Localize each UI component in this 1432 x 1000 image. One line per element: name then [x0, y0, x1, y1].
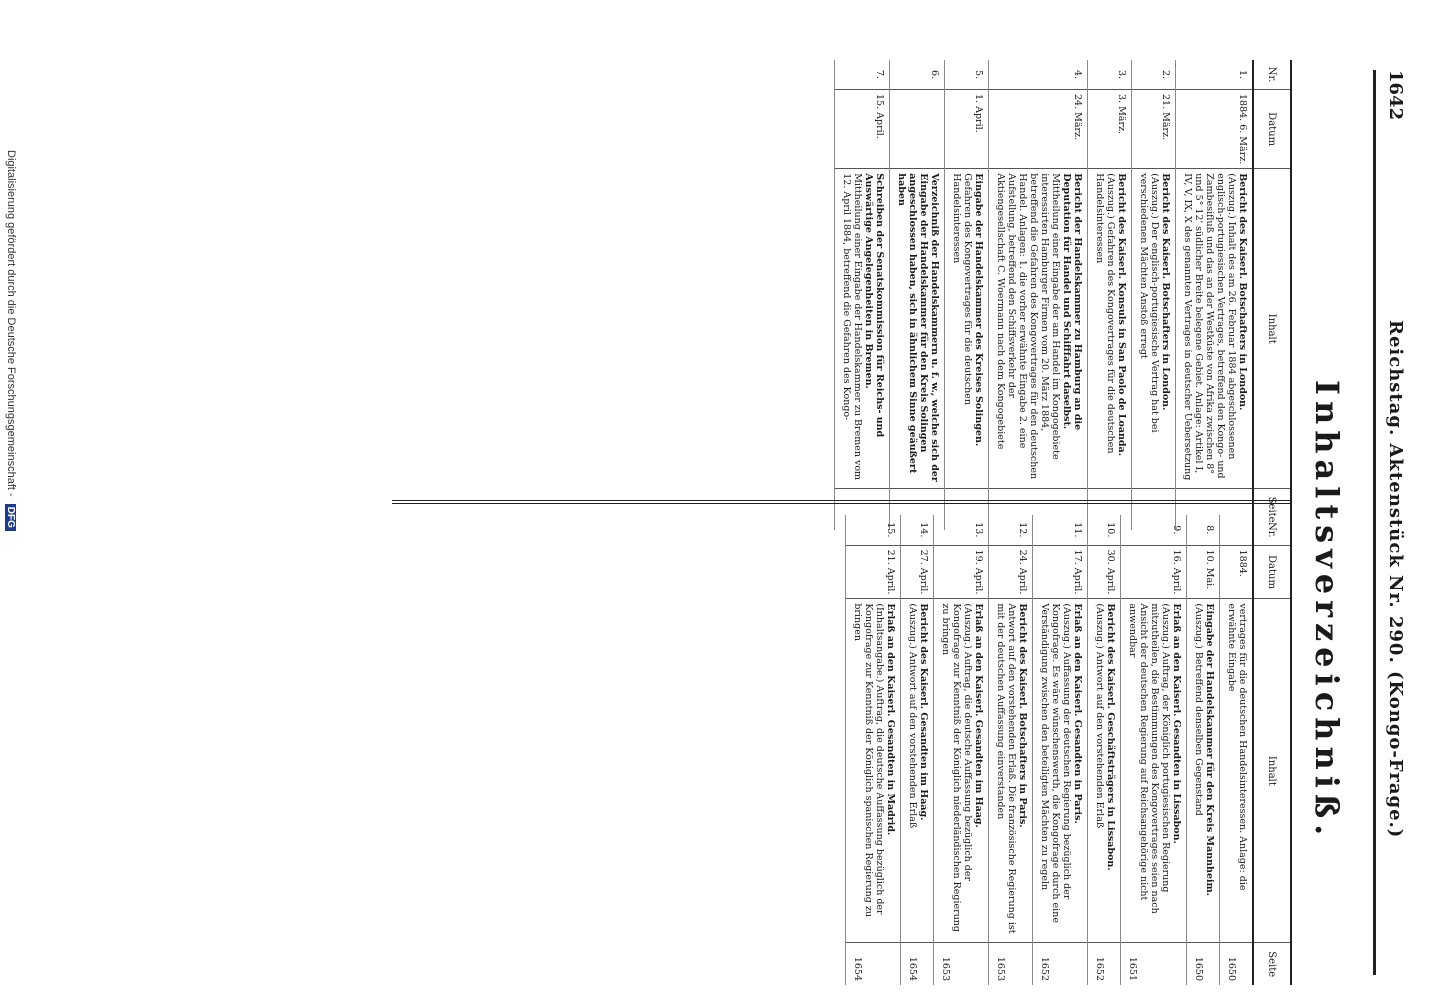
header-seite: Seite: [1253, 943, 1291, 985]
table-row: [1132, 60, 1176, 530]
table-row: [890, 60, 945, 530]
entry-description: (Auszug.) Antwort auf den vorstehenden Erlaß: [907, 603, 918, 829]
entry-description: (Auszug.) Auftrag, der Königlich portugiesischen Regierung mitzutheilen, die Bestimmungen des Kongovertrages seien nach Ansicht der deutschen Regierung auf Reichsangehörige nicht anwendbar: [1127, 603, 1171, 914]
entry-description: (Auszug.) Auffassung der deutschen Regierung bezüglich der Kongofrage. Es wäre wünschenswerth, die Kongofrage durch eine Verständigung zwischen den beteiligten Mächten zu regeln: [1039, 603, 1072, 923]
entry-number: 3.: [1088, 60, 1132, 90]
table-row: [1033, 515, 1088, 985]
entry-content: [1088, 169, 1132, 489]
entry-number: 9.: [1121, 515, 1187, 545]
entry-description: Mittheilung einer Eingabe der Handelskammer zu Bremen vom 12. April 1884, betreffend die Gefahren des Kongo-: [841, 173, 863, 481]
entry-heading: Eingabe der Handelskammer des Kreises Solingen.: [973, 173, 984, 447]
entry-page: 1653: [934, 943, 989, 985]
dfg-logo: DFG: [5, 504, 16, 531]
entry-number: 15.: [846, 515, 901, 545]
entry-page: 1654: [846, 943, 901, 985]
column-divider: [392, 500, 1292, 504]
entry-number: 8.: [1187, 515, 1220, 545]
entry-heading: Erlaß an den Kaiserl. Gesandten im Haag.: [973, 603, 984, 828]
entry-content: [1121, 599, 1187, 943]
entry-date: 24. März.: [989, 90, 1088, 169]
entry-content: [989, 599, 1033, 943]
table-row: [1088, 60, 1132, 530]
entry-date: 19. April.: [934, 545, 989, 599]
entry-date: 1884. 6. März.: [1176, 90, 1254, 169]
entry-heading: Bericht des Kaiserl. Botschafters in Paris.: [1017, 603, 1028, 828]
header-inhalt: Inhalt: [1253, 599, 1291, 943]
table-header-row: [1253, 60, 1291, 530]
table-row: [846, 515, 901, 985]
entry-content: [1220, 599, 1254, 943]
table-row: [989, 515, 1033, 985]
entry-number: 5.: [945, 60, 989, 90]
table-row: [1121, 515, 1187, 985]
header-nr: Nr.: [1253, 60, 1291, 90]
header-seite: Seite: [1253, 489, 1291, 530]
entry-date: 1884.: [1220, 545, 1254, 599]
entry-date: 15. April.: [835, 90, 890, 169]
entry-content: [901, 599, 934, 943]
entry-date: 27. April.: [901, 545, 934, 599]
entry-heading: Verzeichniß der Handelskammern u. f. w., welche sich der Eingabe der Handelskammer für den Kreis Solingen angeschlossen haben, sich in ähnlichem Sinne geäußert haben: [896, 173, 940, 482]
entry-page: 1650: [1220, 943, 1254, 985]
table-row: [1220, 515, 1254, 985]
table-row: [1187, 515, 1220, 985]
header-datum: Datum: [1253, 90, 1291, 169]
running-title: Reichstag. Aktenstück Nr. 290. (Kongo-Frage.): [1385, 320, 1406, 839]
entry-number: 10.: [1088, 515, 1121, 545]
funding-note: [5, 150, 17, 531]
entry-heading: Eingabe der Handelskammer für den Kreis Mannheim.: [1204, 603, 1215, 896]
entry-description: Mittheilung einer Eingabe der am Handel im Kongogebiete interessirten Hamburger Firmen vom 20. März 1884, betreffend die Gefahren des Kongovertrages für den deutschen Handel. Anlagen: 1. die vorher erwähnte Eingabe 2. eine Aufstellung, betreffend den Schiffsverkehr der Aktiengesellschaft C. Woermann nach dem Kongogebiete: [995, 173, 1061, 480]
entry-description: (Auszug.) Auftrag, die deutsche Auffassung bezüglich der Kongofrage zur Kenntniß der Königlich niederländischen Regierung zu bringen: [940, 603, 973, 933]
entry-heading: Bericht des Kaiserl. Botschafters in London.: [1160, 173, 1171, 411]
entry-number: 4.: [989, 60, 1088, 90]
document-title: Inhaltsverzeichniß.: [1308, 380, 1346, 842]
entry-content: [835, 169, 890, 489]
entry-description: (Auszug.) Betreffend denselben Gegenstand: [1193, 603, 1204, 816]
entry-number: 2.: [1132, 60, 1176, 90]
entry-date: 3. März.: [1088, 90, 1132, 169]
entry-description: vertrages für die deutschen Handelsinteressen. Anlage: die erwähnte Eingabe: [1226, 603, 1248, 891]
entry-date: 10. Mai.: [1187, 545, 1220, 599]
entry-heading: Bericht des Kaiserl. Geschäftsträgers in Lissabon.: [1105, 603, 1116, 871]
entry-number: 6.: [890, 60, 945, 90]
entry-heading: Bericht des Kaiserl. Gesandten im Haag.: [918, 603, 929, 821]
entry-description: Antwort auf den vorstehenden Erlaß. Die französische Regierung ist mit der deutschen Auffassung einverstanden: [995, 603, 1017, 934]
entry-content: [1132, 169, 1176, 489]
entry-page: 1653: [989, 943, 1033, 985]
entry-heading: Erlaß an den Kaiserl. Gesandten in Lissabon.: [1171, 603, 1182, 844]
entry-page: 1650: [1187, 943, 1220, 985]
entry-date: 16. April.: [1121, 545, 1187, 599]
entry-date: 21. März.: [1132, 90, 1176, 169]
entry-heading: Bericht des Kaiserl. Konsuls in San Paolo de Loanda.: [1116, 173, 1127, 457]
table-row: [945, 60, 989, 530]
entry-date: 21. April.: [846, 545, 901, 599]
header-nr: Nr.: [1253, 515, 1291, 545]
entry-number: 11.: [1033, 515, 1088, 545]
entry-description: (Auszug.) Antwort auf den vorstehenden Erlaß: [1094, 603, 1105, 829]
table-row: [934, 515, 989, 985]
entry-content: [1176, 169, 1254, 489]
contents-table-right: [845, 515, 1292, 985]
entry-date: 17. April.: [1033, 545, 1088, 599]
entry-number: 12.: [989, 515, 1033, 545]
entry-date: [890, 90, 945, 169]
entry-date: 30. April.: [1088, 545, 1121, 599]
entry-date: 24. April.: [989, 545, 1033, 599]
entry-date: 1. April.: [945, 90, 989, 169]
entry-content: [890, 169, 945, 489]
entry-heading: Erlaß an den Kaiserl. Gesandten in Paris.: [1072, 603, 1083, 824]
entry-description: (Auszug.) Der englisch-portugiesische Vertrag hat bei verschiedenen Mächten Anstoß erregt: [1138, 173, 1160, 433]
entry-heading: Erlaß an den Kaiserl. Gesandten in Madrid.: [885, 603, 896, 836]
entry-description: (Inhaltsangabe.) Auftrag, die deutsche Auffassung bezüglich der Kongofrage zur Kenntniß der Königlich spanischen Regierung zu bringen: [852, 603, 885, 917]
contents-table-left: [834, 60, 1292, 530]
entry-content: [1187, 599, 1220, 943]
entry-content: [945, 169, 989, 489]
entry-description: Gefahren des Kongovertrages für die deutschen Handelsinteressen: [951, 173, 973, 405]
entry-content: [846, 599, 901, 943]
entry-number: 7.: [835, 60, 890, 90]
entry-heading: Bericht der Handelskammer zu Hamburg an die Deputation für Handel und Schifffahrt daselbst.: [1061, 173, 1083, 431]
header-datum: Datum: [1253, 545, 1291, 599]
entry-page: 1654: [901, 943, 934, 985]
funding-text: Digitalisierung gefördert durch die Deutsche Forschungsgemeinschaft -: [5, 150, 17, 497]
entry-content: [1088, 599, 1121, 943]
entry-page: 1651: [1121, 943, 1187, 985]
entry-description: (Auszug.) Gefahren des Kongovertrages für die deutschen Handelsinteressen: [1094, 173, 1116, 454]
table-row: [989, 60, 1088, 530]
page-number: 1642: [1385, 70, 1406, 121]
entry-number: 14.: [901, 515, 934, 545]
entry-content: [934, 599, 989, 943]
entry-number: [1220, 515, 1254, 545]
entry-content: [989, 169, 1088, 489]
entry-heading: Schreiben der Senatskommission für Reichs- und Auswärtige Angelegenheiten in Bremen.: [863, 173, 885, 438]
entry-content: [1033, 599, 1088, 943]
header-inhalt: Inhalt: [1253, 169, 1291, 489]
entry-page: 1652: [1033, 943, 1088, 985]
entry-description: (Auszug.) Inhalt des am 26. Februar 1884 abgeschlossenen englisch-portugiesischen Vertrages, betreffend den Kongo- und Zambesifluß und das an der Westküste von Afrika zwischen 8° und 5° 12' südlicher Breite belegene Gebiet. Anlage: Artikel I, IV, V, IX, X des genannten Vertrages in deutscher Uebersetzung: [1182, 173, 1237, 481]
entry-number: 1.: [1176, 60, 1254, 90]
table-row: [1176, 60, 1254, 530]
entry-number: 13.: [934, 515, 989, 545]
entry-page: 1652: [1088, 943, 1121, 985]
table-row: [835, 60, 890, 530]
entry-heading: Bericht des Kaiserl. Botschafters in London.: [1237, 173, 1248, 411]
table-row: [901, 515, 934, 985]
table-header-row: [1253, 515, 1291, 985]
table-row: [1088, 515, 1121, 985]
